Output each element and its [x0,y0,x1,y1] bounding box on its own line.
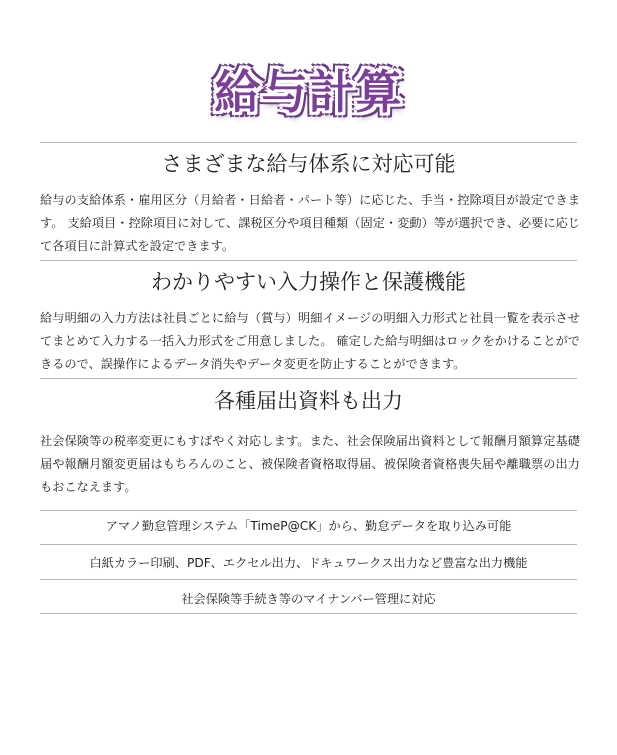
page-title: 給与計算 [214,65,403,119]
divider [40,544,577,545]
divider [40,142,577,143]
section-body-salary-systems: 給与の支給体系・雇用区分（月給者・日給者・パート等）に応じた、手当・控除項目が設定できます。 支給項目・控除項目に対して、課税区分や項目種類（固定・変動）等が選択でき、必要に応じて各項目に計算式を設定できます。 [40,193,580,253]
section-body-input-protection: 給与明細の入力方法は社員ごとに給与（賞与）明細イメージの明細入力形式と社員一覧を表示させてまとめて入力する一括入力形式をご用意しました。 確定した給与明細はロックをかけることができるので、誤操作によるデータ消失やデータ変更を防止することができます。 [40,311,580,371]
divider [40,510,577,511]
feature-my-number: 社会保険等手続き等のマイナンバー管理に対応 [181,592,436,606]
divider [40,613,577,614]
section-heading-salary-systems: さまざまな給与体系に対応可能 [161,152,456,176]
divider [40,579,577,580]
feature-output-formats: 白紙カラー印刷、PDF、エクセル出力、ドキュワークス出力など豊富な出力機能 [89,556,528,570]
section-heading-input-protection: わかりやすい入力操作と保護機能 [151,270,466,294]
section-body-reports: 社会保険等の税率変更にもすばやく対応します。また、社会保険届出資料として報酬月額算定基礎届や報酬月額変更届はもちろんのこと、被保険者資格取得届、被保険者資格喪失届や離職票の出力もおこなえます。 [40,434,580,494]
divider [40,260,577,261]
divider [40,378,577,379]
section-heading-reports: 各種届出資料も出力 [214,389,403,413]
feature-timepack-import: アマノ勤怠管理システム「TimeP@CK」から、勤怠データを取り込み可能 [105,519,512,533]
